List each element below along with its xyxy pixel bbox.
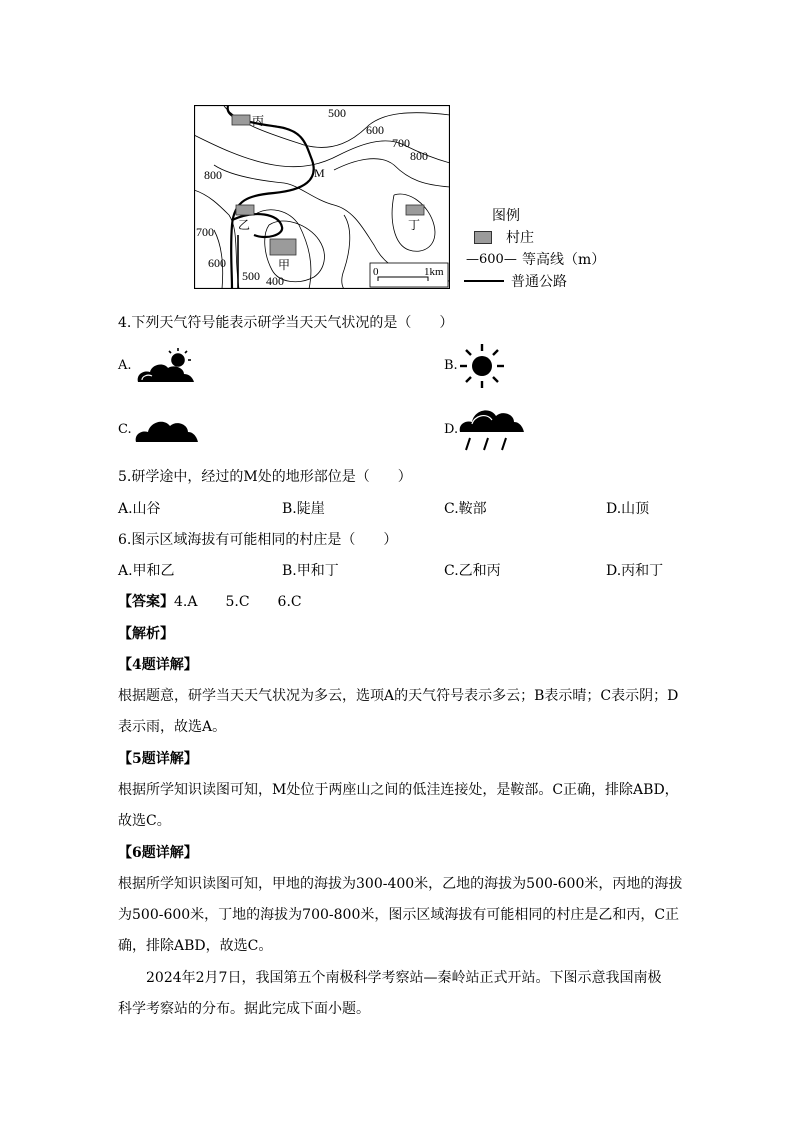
answer-label: 【答案】 bbox=[118, 594, 174, 610]
detail-6-title: 【6题详解】 bbox=[118, 845, 198, 861]
q5-option-d: D.山顶 bbox=[606, 501, 650, 517]
q4-option-b-label: B. bbox=[444, 358, 458, 373]
contour-label: 400 bbox=[266, 274, 284, 288]
q5-option-c: C.鞍部 bbox=[444, 501, 487, 517]
q5-option-b: B.陡崖 bbox=[282, 501, 325, 517]
detail-6-line: 根据所学知识读图可知，甲地的海拔为300-400米，乙地的海拔为500-600米，丙地的海拔 bbox=[118, 876, 683, 892]
q5-option-a: A.山谷 bbox=[118, 501, 161, 517]
detail-6-line: 为500-600米，丁地的海拔为700-800米，图示区域海拔有可能相同的村庄是乙和丙，C正 bbox=[118, 907, 680, 923]
detail-5-line: 根据所学知识读图可知，M处位于两座山之间的低洼连接处，是鞍部。C正确，排除ABD， bbox=[118, 782, 679, 798]
point-m-label: M bbox=[314, 166, 325, 180]
q4-stem: 4.下列天气符号能表示研学当天天气状况的是（ ） bbox=[118, 315, 454, 331]
map-legend bbox=[460, 205, 610, 295]
village-yi-label: 乙 bbox=[238, 218, 251, 232]
legend-village-row bbox=[460, 227, 534, 247]
contour-map bbox=[194, 105, 450, 289]
contour-label: 700 bbox=[392, 136, 410, 150]
contour-label: 600 bbox=[208, 256, 226, 270]
road-symbol bbox=[464, 280, 504, 282]
svg-text:0: 0 bbox=[373, 266, 379, 278]
sunny-icon bbox=[458, 342, 506, 390]
contour-label: 500 bbox=[242, 269, 260, 283]
q4-option-c-label: C. bbox=[118, 422, 132, 437]
answer-line bbox=[118, 591, 302, 611]
legend-road-label: 普通公路 bbox=[511, 274, 567, 290]
village-ding-marker bbox=[406, 205, 424, 215]
contour-label: 800 bbox=[204, 168, 222, 182]
contour-label: 700 bbox=[196, 225, 214, 239]
village-swatch bbox=[474, 231, 492, 244]
q6-option-b: B.甲和丁 bbox=[282, 563, 339, 579]
contour-symbol: —600— bbox=[466, 251, 517, 267]
q6-option-a: A.甲和乙 bbox=[118, 563, 175, 579]
detail-4-line: 表示雨，故选A。 bbox=[118, 719, 227, 735]
q4-option-d-label: D. bbox=[444, 422, 459, 437]
q5-stem: 5.研学途中，经过的M处的地形部位是（ ） bbox=[118, 469, 412, 485]
detail-6-line: 确，排除ABD，故选C。 bbox=[118, 938, 273, 954]
contour-label: 600 bbox=[366, 123, 384, 137]
detail-5-title: 【5题详解】 bbox=[118, 751, 198, 767]
village-yi-marker bbox=[236, 205, 254, 215]
detail-5-line: 故选C。 bbox=[118, 813, 171, 829]
village-bing-label: 丙 bbox=[252, 114, 265, 128]
scale-bar bbox=[370, 263, 448, 287]
svg-text:1km: 1km bbox=[424, 266, 444, 278]
rain-icon bbox=[456, 402, 528, 454]
village-ding-label: 丁 bbox=[408, 218, 421, 232]
intro-line: 科学考察站的分布。据此完成下面小题。 bbox=[118, 1001, 370, 1017]
detail-4-line: 根据题意，研学当天天气状况为多云，选项A的天气符号表示多云；B表示晴；C表示阴；D bbox=[118, 688, 679, 704]
analysis-title: 【解析】 bbox=[118, 626, 174, 642]
q6-option-c: C.乙和丙 bbox=[444, 563, 501, 579]
q6-option-d: D.丙和丁 bbox=[606, 563, 664, 579]
intro-line: 2024年2月7日，我国第五个南极科学考察站—秦岭站正式开站。下图示意我国南极 bbox=[146, 970, 662, 986]
partly-cloudy-icon bbox=[134, 346, 198, 386]
detail-4-title: 【4题详解】 bbox=[118, 657, 198, 673]
q4-option-a-label: A. bbox=[118, 358, 132, 373]
q6-stem: 6.图示区域海拔有可能相同的村庄是（ ） bbox=[118, 532, 398, 548]
village-jia-marker bbox=[270, 239, 296, 255]
contour-label: 800 bbox=[410, 149, 428, 163]
answer-6: 6.C bbox=[277, 594, 302, 610]
village-bing-marker bbox=[232, 115, 250, 125]
legend-contour-label: 等高线（m） bbox=[522, 252, 606, 268]
legend-contour-row bbox=[460, 249, 605, 269]
legend-village-label: 村庄 bbox=[506, 230, 534, 246]
legend-road-row bbox=[460, 271, 567, 291]
legend-title: 图例 bbox=[492, 208, 520, 224]
contour-label: 500 bbox=[328, 106, 346, 120]
village-jia-label: 甲 bbox=[278, 258, 291, 272]
overcast-icon bbox=[134, 412, 200, 444]
answer-5: 5.C bbox=[225, 594, 250, 610]
answer-4: 4.A bbox=[174, 594, 198, 610]
